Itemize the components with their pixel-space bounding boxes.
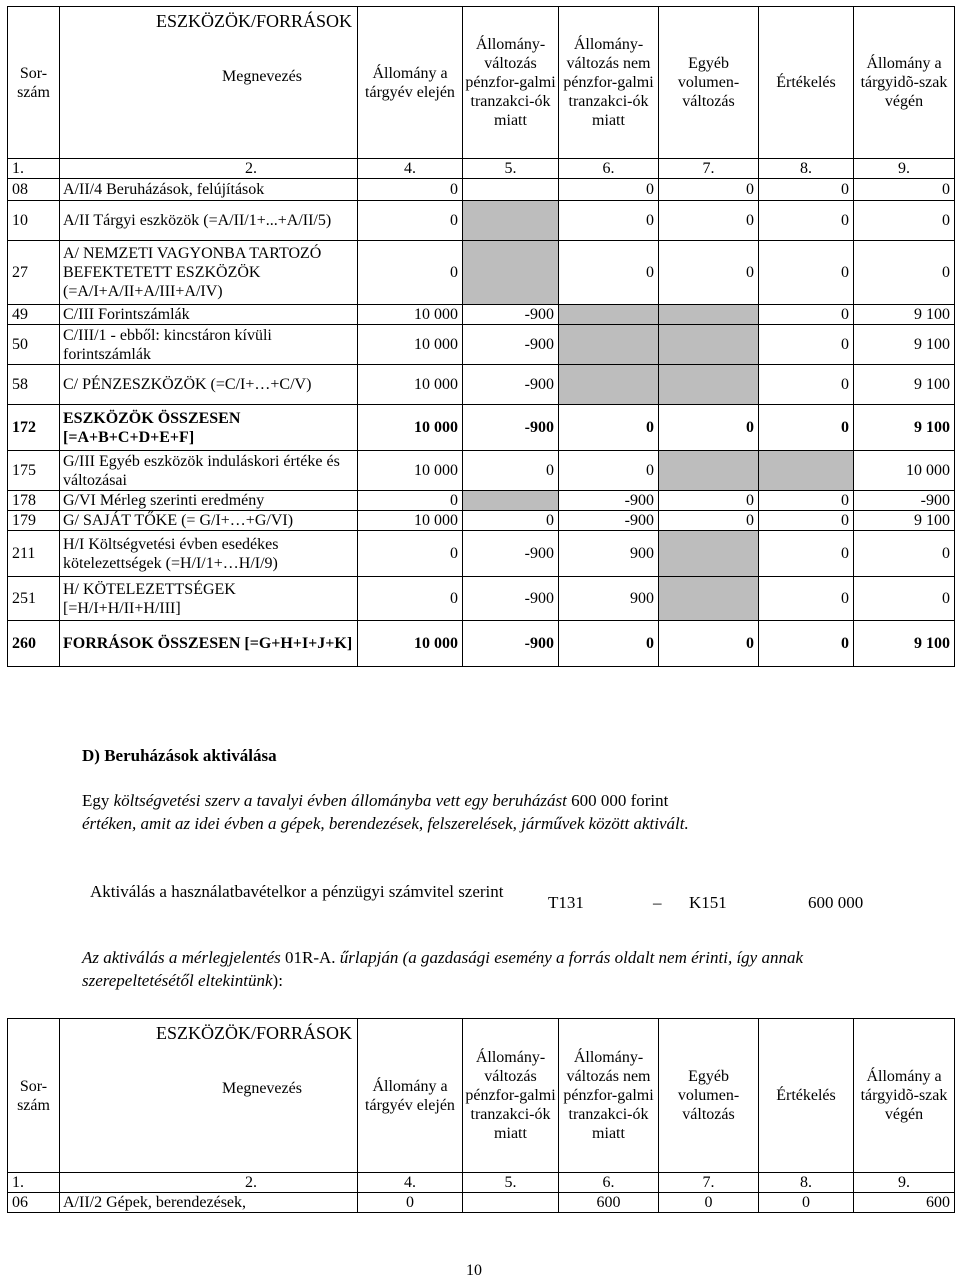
index-cell: 7. xyxy=(659,159,759,179)
value-cell: 0 xyxy=(759,305,854,325)
header-megnevezes-label: Megnevezés xyxy=(222,68,302,85)
row-label: G/ SAJÁT TŐKE (= G/I+…+G/VI) xyxy=(60,511,358,531)
para1-part-a: Egy xyxy=(82,791,114,810)
value-cell: 10 000 xyxy=(358,305,463,325)
entry-credit: K151 xyxy=(689,893,727,912)
column-index-row xyxy=(8,1173,955,1193)
value-cell: 0 xyxy=(659,405,759,451)
para1-part-c: 600 000 forint xyxy=(571,791,669,810)
row-sorszam: 27 xyxy=(8,241,60,305)
value-cell: -900 xyxy=(559,491,659,511)
value-cell: 0 xyxy=(854,577,955,621)
value-cell: 0 xyxy=(559,241,659,305)
value-cell xyxy=(463,201,559,241)
value-cell: 9 100 xyxy=(854,511,955,531)
row-label: A/II/4 Beruházások, felújítások xyxy=(60,179,358,201)
value-cell: 0 xyxy=(759,179,854,201)
value-cell: 9 100 xyxy=(854,405,955,451)
value-cell: 0 xyxy=(759,325,854,365)
value-cell xyxy=(559,365,659,405)
value-cell: -900 xyxy=(854,491,955,511)
index-cell: 1. xyxy=(8,1173,60,1193)
row-sorszam: 58 xyxy=(8,365,60,405)
value-cell: -900 xyxy=(559,511,659,531)
row-sorszam: 251 xyxy=(8,577,60,621)
value-cell: -900 xyxy=(463,531,559,577)
para2-part-a: Az aktiválás a mérlegjelentés xyxy=(82,948,286,967)
table-row xyxy=(8,621,955,667)
value-cell: 0 xyxy=(759,365,854,405)
value-cell: 0 xyxy=(759,1193,854,1213)
value-cell: 0 xyxy=(463,451,559,491)
value-cell: -900 xyxy=(463,305,559,325)
value-cell: 10 000 xyxy=(358,511,463,531)
row-label: H/I Költségvetési évben esedékes kötelezettségek (=H/I/1+…H/I/9) xyxy=(60,531,358,577)
index-cell: 6. xyxy=(559,1173,659,1193)
value-cell: 0 xyxy=(659,241,759,305)
header-megnevezes xyxy=(60,1019,358,1173)
row-label: FORRÁSOK ÖSSZESEN [=G+H+I+J+K] xyxy=(60,621,358,667)
table-row xyxy=(8,531,955,577)
value-cell: -900 xyxy=(463,365,559,405)
value-cell: 10 000 xyxy=(358,365,463,405)
header-egyeb-volumen: Egyéb volumen-változás xyxy=(659,1019,759,1173)
value-cell xyxy=(559,325,659,365)
index-cell: 6. xyxy=(559,159,659,179)
row-label: H/ KÖTELEZETTSÉGEK [=H/I+H/II+H/III] xyxy=(60,577,358,621)
value-cell: 0 xyxy=(659,1193,759,1213)
balance-table-1-body xyxy=(8,159,955,667)
entry-debit: T131 xyxy=(548,893,584,912)
para2-part-e: ): xyxy=(272,971,283,990)
value-cell: 0 xyxy=(358,531,463,577)
value-cell: 0 xyxy=(759,531,854,577)
table-row xyxy=(8,325,955,365)
row-sorszam: 10 xyxy=(8,201,60,241)
row-label: C/III/1 - ebből: kincstáron kívüli forintszámlák xyxy=(60,325,358,365)
value-cell: 0 xyxy=(854,241,955,305)
row-sorszam: 50 xyxy=(8,325,60,365)
value-cell: 10 000 xyxy=(358,405,463,451)
index-cell: 9. xyxy=(854,1173,955,1193)
row-sorszam: 175 xyxy=(8,451,60,491)
value-cell: 9 100 xyxy=(854,365,955,405)
row-sorszam: 172 xyxy=(8,405,60,451)
para1-part-d: értéken, amit az idei évben a gépek, berendezések, felszerelések, járművek között aktivált. xyxy=(82,814,689,833)
para2-part-d: a gazdasági esemény a forrás oldalt nem érinti, így annak szerepeltetésétől eltekintünk xyxy=(82,948,804,990)
value-cell: 0 xyxy=(854,201,955,241)
header-penzforgalmi: Állomány-változás pénzfor-galmi tranzakci-ók miatt xyxy=(463,7,559,159)
value-cell: 0 xyxy=(759,405,854,451)
value-cell: 0 xyxy=(659,491,759,511)
value-cell: 10 000 xyxy=(854,451,955,491)
value-cell xyxy=(659,325,759,365)
value-cell: 0 xyxy=(358,577,463,621)
header-egyeb-volumen: Egyéb volumen-változás xyxy=(659,7,759,159)
row-label: C/ PÉNZESZKÖZÖK (=C/I+…+C/V) xyxy=(60,365,358,405)
value-cell: -900 xyxy=(463,577,559,621)
value-cell xyxy=(659,305,759,325)
value-cell xyxy=(463,179,559,201)
table-row xyxy=(8,1193,955,1213)
value-cell: 0 xyxy=(659,511,759,531)
value-cell: 0 xyxy=(559,621,659,667)
value-cell: 0 xyxy=(854,531,955,577)
para2-part-c: űrlapján ( xyxy=(335,948,409,967)
index-cell: 1. xyxy=(8,159,60,179)
index-cell: 2. xyxy=(60,1173,358,1193)
para1-part-b: költségvetési szerv a tavalyi évben állományba vett egy beruházást xyxy=(113,791,572,810)
value-cell: -900 xyxy=(463,325,559,365)
table-row xyxy=(8,201,955,241)
index-cell: 4. xyxy=(358,1173,463,1193)
index-cell: 5. xyxy=(463,159,559,179)
value-cell: 0 xyxy=(659,201,759,241)
index-cell: 8. xyxy=(759,1173,854,1193)
row-sorszam: 211 xyxy=(8,531,60,577)
column-index-row xyxy=(8,159,955,179)
value-cell: 9 100 xyxy=(854,325,955,365)
table-row xyxy=(8,241,955,305)
header-sorszam: Sor-szám xyxy=(8,1019,60,1173)
value-cell: 0 xyxy=(659,179,759,201)
entry-amount: 600 000 xyxy=(808,893,864,912)
value-cell: 600 xyxy=(854,1193,955,1213)
header-ertekeles: Értékelés xyxy=(759,7,854,159)
index-cell: 8. xyxy=(759,159,854,179)
para2-part-b: 01R-A. xyxy=(285,948,336,967)
index-cell: 7. xyxy=(659,1173,759,1193)
header-allomany-vege: Állomány a tárgyidõ-szak végén xyxy=(854,7,955,159)
table-row xyxy=(8,511,955,531)
table-row xyxy=(8,451,955,491)
row-label: A/ NEMZETI VAGYONBA TARTOZÓ BEFEKTETETT ESZKÖZÖK (=A/I+A/II+A/III+A/IV) xyxy=(60,241,358,305)
row-sorszam: 260 xyxy=(8,621,60,667)
value-cell: 600 xyxy=(559,1193,659,1213)
header-allomany-eleje: Állomány a tárgyév elején xyxy=(358,1019,463,1173)
header-row xyxy=(8,1019,955,1173)
row-sorszam: 178 xyxy=(8,491,60,511)
balance-table-2 xyxy=(7,1018,955,1213)
value-cell: 0 xyxy=(759,621,854,667)
index-cell: 2. xyxy=(60,159,358,179)
header-megnevezes xyxy=(60,7,358,159)
index-cell: 9. xyxy=(854,159,955,179)
value-cell xyxy=(463,1193,559,1213)
row-label: G/III Egyéb eszközök induláskori értéke és változásai xyxy=(60,451,358,491)
value-cell: 10 000 xyxy=(358,451,463,491)
value-cell: 0 xyxy=(559,405,659,451)
value-cell: 0 xyxy=(358,1193,463,1213)
value-cell: 0 xyxy=(463,511,559,531)
row-label: A/II/2 Gépek, berendezések, xyxy=(60,1193,358,1213)
header-nem-penzforgalmi: Állomány-változás nem pénzfor-galmi tranzakci-ók miatt xyxy=(559,7,659,159)
header-eszkozok-forrasok: ESZKÖZÖK/FORRÁSOK xyxy=(156,1023,353,1043)
value-cell: 0 xyxy=(358,179,463,201)
value-cell: 0 xyxy=(759,577,854,621)
header-nem-penzforgalmi: Állomány-változás nem pénzfor-galmi tranzakci-ók miatt xyxy=(559,1019,659,1173)
header-row xyxy=(8,7,955,159)
balance-table-2-body xyxy=(8,1173,955,1213)
value-cell xyxy=(463,491,559,511)
value-cell xyxy=(659,531,759,577)
value-cell: 10 000 xyxy=(358,325,463,365)
page-number: 10 xyxy=(466,1262,482,1279)
value-cell: 0 xyxy=(759,201,854,241)
value-cell: 0 xyxy=(358,491,463,511)
header-allomany-eleje: Állomány a tárgyév elején xyxy=(358,7,463,159)
value-cell xyxy=(559,305,659,325)
value-cell xyxy=(659,365,759,405)
table-row xyxy=(8,405,955,451)
value-cell: 0 xyxy=(759,241,854,305)
header-penzforgalmi: Állomány-változás pénzfor-galmi tranzakci-ók miatt xyxy=(463,1019,559,1173)
table-row xyxy=(8,491,955,511)
table-row xyxy=(8,179,955,201)
paragraph-2 xyxy=(82,946,872,992)
row-label: A/II Tárgyi eszközök (=A/II/1+...+A/II/5) xyxy=(60,201,358,241)
index-cell: 5. xyxy=(463,1173,559,1193)
header-ertekeles: Értékelés xyxy=(759,1019,854,1173)
value-cell: 9 100 xyxy=(854,305,955,325)
section-heading: D) Beruházások aktiválása xyxy=(82,746,277,765)
value-cell: -900 xyxy=(463,621,559,667)
value-cell: 0 xyxy=(759,491,854,511)
header-megnevezes-label: Megnevezés xyxy=(222,1080,302,1097)
index-cell: 4. xyxy=(358,159,463,179)
value-cell xyxy=(659,577,759,621)
value-cell xyxy=(463,241,559,305)
header-allomany-vege: Állomány a tárgyidõ-szak végén xyxy=(854,1019,955,1173)
row-sorszam: 06 xyxy=(8,1193,60,1213)
value-cell: 9 100 xyxy=(854,621,955,667)
value-cell: -900 xyxy=(463,405,559,451)
value-cell: 0 xyxy=(559,179,659,201)
table-row xyxy=(8,577,955,621)
row-label: C/III Forintszámlák xyxy=(60,305,358,325)
paragraph-1 xyxy=(82,789,872,835)
balance-table-1 xyxy=(7,6,955,667)
value-cell: 900 xyxy=(559,577,659,621)
row-sorszam: 179 xyxy=(8,511,60,531)
value-cell: 0 xyxy=(358,201,463,241)
row-label: G/VI Mérleg szerinti eredmény xyxy=(60,491,358,511)
table-row xyxy=(8,365,955,405)
entry-label: Aktiválás a használatbavételkor a pénzügyi számvitel szerint xyxy=(90,882,504,901)
header-eszkozok-forrasok: ESZKÖZÖK/FORRÁSOK xyxy=(156,11,353,31)
value-cell: 10 000 xyxy=(358,621,463,667)
value-cell: 900 xyxy=(559,531,659,577)
value-cell: 0 xyxy=(659,621,759,667)
value-cell: 0 xyxy=(759,511,854,531)
value-cell xyxy=(659,451,759,491)
row-sorszam: 49 xyxy=(8,305,60,325)
value-cell: 0 xyxy=(358,241,463,305)
value-cell: 0 xyxy=(559,201,659,241)
value-cell: 0 xyxy=(854,179,955,201)
entry-dash: – xyxy=(653,893,662,912)
table-row xyxy=(8,305,955,325)
row-sorszam: 08 xyxy=(8,179,60,201)
value-cell xyxy=(759,451,854,491)
value-cell: 0 xyxy=(559,451,659,491)
header-sorszam: Sor-szám xyxy=(8,7,60,159)
row-label: ESZKÖZÖK ÖSSZESEN [=A+B+C+D+E+F] xyxy=(60,405,358,451)
